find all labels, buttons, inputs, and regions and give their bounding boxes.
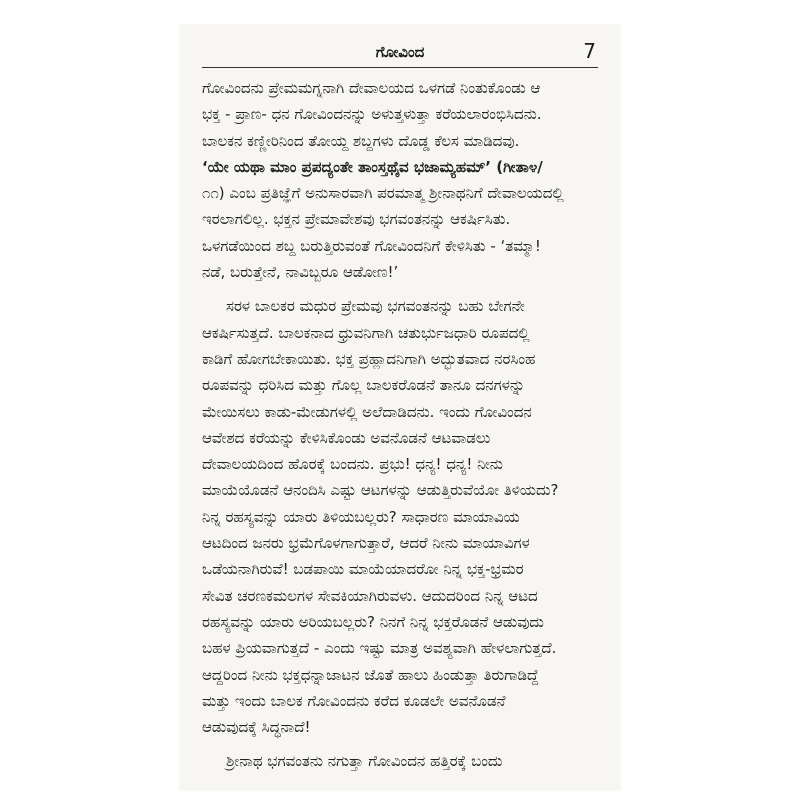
running-title: ಗೋವಿಂದ — [375, 43, 425, 61]
text-line: ನಿನ್ನ ರಹಸ್ಯವನ್ನು ಯಾರು ತಿಳಿಯಬಲ್ಲರು? ಸಾಧಾರಣ ಮಾಯಾವಿಯ — [202, 507, 520, 526]
text-line: ದೇವಾಲಯದಿಂದ ಹೊರಕ್ಕೆ ಬಂದನು. ಪ್ರಭು! ಧನ್ಯ! ಧನ್ಯ! ನೀನು — [202, 455, 503, 474]
text-line: ಆದ್ದರಿಂದ ನೀನು ಭಕ್ತಧನ್ನಾಜಾಟನ ಜೊತೆ ಹಾಲು ಹಿಂಡುತ್ತಾ ತಿರುಗಾಡಿದ್ದೆ — [202, 665, 539, 684]
text-line: ಆವೇಶದ ಕರೆಯನ್ನು ಕೇಳಿಸಿಕೊಂಡು ಅವನೊಡನೆ ಆಟವಾಡಲು — [202, 428, 491, 447]
body-text — [202, 75, 598, 783]
paragraph-1 — [202, 75, 598, 285]
text-line: ಕಾಡಿಗೆ ಹೋಗಬೇಕಾಯಿತು. ಭಕ್ತ ಪ್ರಹ್ಲಾದನಿಗಾಗಿ ಅದ್ಭುತವಾದ ನರಸಿಂಹ — [202, 349, 536, 368]
paragraph-3 — [202, 748, 598, 774]
text-line: ಒಡೆಯನಾಗಿರುವೆ! ಬಡಪಾಯಿ ಮಾಯೆಯಾದರೋ ನಿನ್ನ ಭಕ್ತ-ಭ್ರಮರ — [202, 560, 524, 579]
text-line: ಬಾಲಕನ ಕಣ್ಣೀರಿನಿಂದ ತೋಯ್ದ ಶಬ್ದಗಳು ದೊಡ್ಡ ಕೆಲಸ ಮಾಡಿದವು. — [202, 131, 520, 150]
gita-quote-line: ‘ಯೇ ಯಥಾ ಮಾಂ ಪ್ರಪದ್ಯಂತೇ ತಾಂಸ್ತಥೈವ ಭಜಾಮ್ಯಹಮ್’ (ಗೀತಾ೪/ — [202, 157, 543, 176]
text-line: ರಹಸ್ಯವನ್ನು ಯಾರು ಅರಿಯಬಲ್ಲರು? ನಿನಗೆ ನಿನ್ನ ಭಕ್ತರೊಡನೆ ಆಡುವುದು — [202, 612, 544, 631]
book-page — [180, 25, 620, 790]
text-line: ಇರಲಾಗಲಿಲ್ಲ. ಭಕ್ತನ ಪ್ರೇಮಾವೇಶವು ಭಗವಂತನನ್ನು ಆಕರ್ಷಿಸಿತು. — [202, 210, 511, 229]
text-line: ಗೋವಿಂದನು ಪ್ರೇಮಮಗ್ನನಾಗಿ ದೇವಾಲಯದ ಒಳಗಡೆ ನಿಂತುಕೊಂಡು ಆ — [202, 79, 541, 97]
text-line: ಬಹಳ ಪ್ರಿಯವಾಗುತ್ತದೆ - ಎಂದು ಇಷ್ಟು ಮಾತ್ರ ಅವಶ್ಯವಾಗಿ ಹೇಳಲಾಗುತ್ತದೆ. — [202, 639, 557, 658]
text-line: ಸೇವಿತ ಚರಣಕಮಲಗಳ ಸೇವಕಿಯಾಗಿರುವಳು. ಆದುದರಿಂದ ನಿನ್ನ ಆಟದ — [202, 586, 538, 605]
text-line: ಒಳಗಡೆಯಿಂದ ಶಬ್ದ ಬರುತ್ತಿರುವಂತೆ ಗೋವಿಂದನಿಗೆ ಕೇಳಿಸಿತು - ‘ತಮ್ಮಾ! — [202, 236, 541, 255]
text-line: ರೂಪವನ್ನು ಧರಿಸಿದ ಮತ್ತು ಗೊಲ್ಲ ಬಾಲಕರೊಡನೆ ತಾನೂ ದನಗಳನ್ನು — [202, 376, 526, 395]
text-line-indented: ಸರಳ ಬಾಲಕರ ಮಧುರ ಪ್ರೇಮವು ಭಗವಂತನನ್ನು ಬಹು ಬೇಗನೇ — [226, 297, 525, 316]
text-line: ಭಕ್ತ - ಪ್ರಾಣ- ಧನ ಗೋವಿಂದನನ್ನು ಅಳುತ್ತಳುತ್ತಾ ಕರೆಯಲಾರಂಭಿಸಿದನು. — [202, 105, 542, 124]
text-line-indented: ಶ್ರೀನಾಥ ಭಗವಂತನು ನಗುತ್ತಾ ಗೋವಿಂದನ ಹತ್ತಿರಕ್ಕೆ ಬಂದು — [226, 752, 503, 771]
text-line: ನಡೆ, ಬರುತ್ತೇನೆ, ನಾವಿಬ್ಬರೂ ಆಡೋಣ!’ — [202, 263, 399, 282]
paragraph-2 — [202, 293, 598, 740]
text-line: ಆಡುವುದಕ್ಕೆ ಸಿದ್ಧನಾದೆ! — [202, 718, 311, 737]
text-line: ೧೧) ಎಂಬ ಪ್ರತಿಜ್ಞೆಗೆ ಅನುಸಾರವಾಗಿ ಪರಮಾತ್ಮ ಶ್ರೀನಾಥನಿಗೆ ದೇವಾಲಯದಲ್ಲಿ — [202, 184, 564, 203]
page-header — [202, 37, 598, 68]
text-line: ಆಕರ್ಷಿಸುತ್ತದೆ. ಬಾಲಕನಾದ ಧ್ರುವನಿಗಾಗಿ ಚತುರ್ಭುಜಧಾರಿ ರೂಪದಲ್ಲಿ — [202, 323, 530, 342]
text-line: ಮಾಯೆಯೊಡನೆ ಆನಂದಿಸಿ ಎಷ್ಟು ಆಟಗಳನ್ನು ಆಡುತ್ತಿರುವೆಯೋ ತಿಳಿಯದು? — [202, 481, 559, 500]
page-number: 7 — [583, 39, 596, 63]
text-line: ಆಟದಿಂದ ಜನರು ಭ್ರಮೆಗೊಳಗಾಗುತ್ತಾರೆ, ಆದರೆ ನೀನು ಮಾಯಾವಿಗಳ — [202, 534, 530, 553]
text-line: ಮತ್ತು ಇಂದು ಬಾಲಕ ಗೋವಿಂದನು ಕರೆದ ಕೂಡಲೇ ಅವನೊಡನೆ — [202, 691, 506, 710]
text-line: ಮೇಯಿಸಲು ಕಾಡು-ಮೇಡುಗಳಲ್ಲಿ ಅಲೆದಾಡಿದನು. ಇಂದು ಗೋವಿಂದನ — [202, 402, 532, 421]
